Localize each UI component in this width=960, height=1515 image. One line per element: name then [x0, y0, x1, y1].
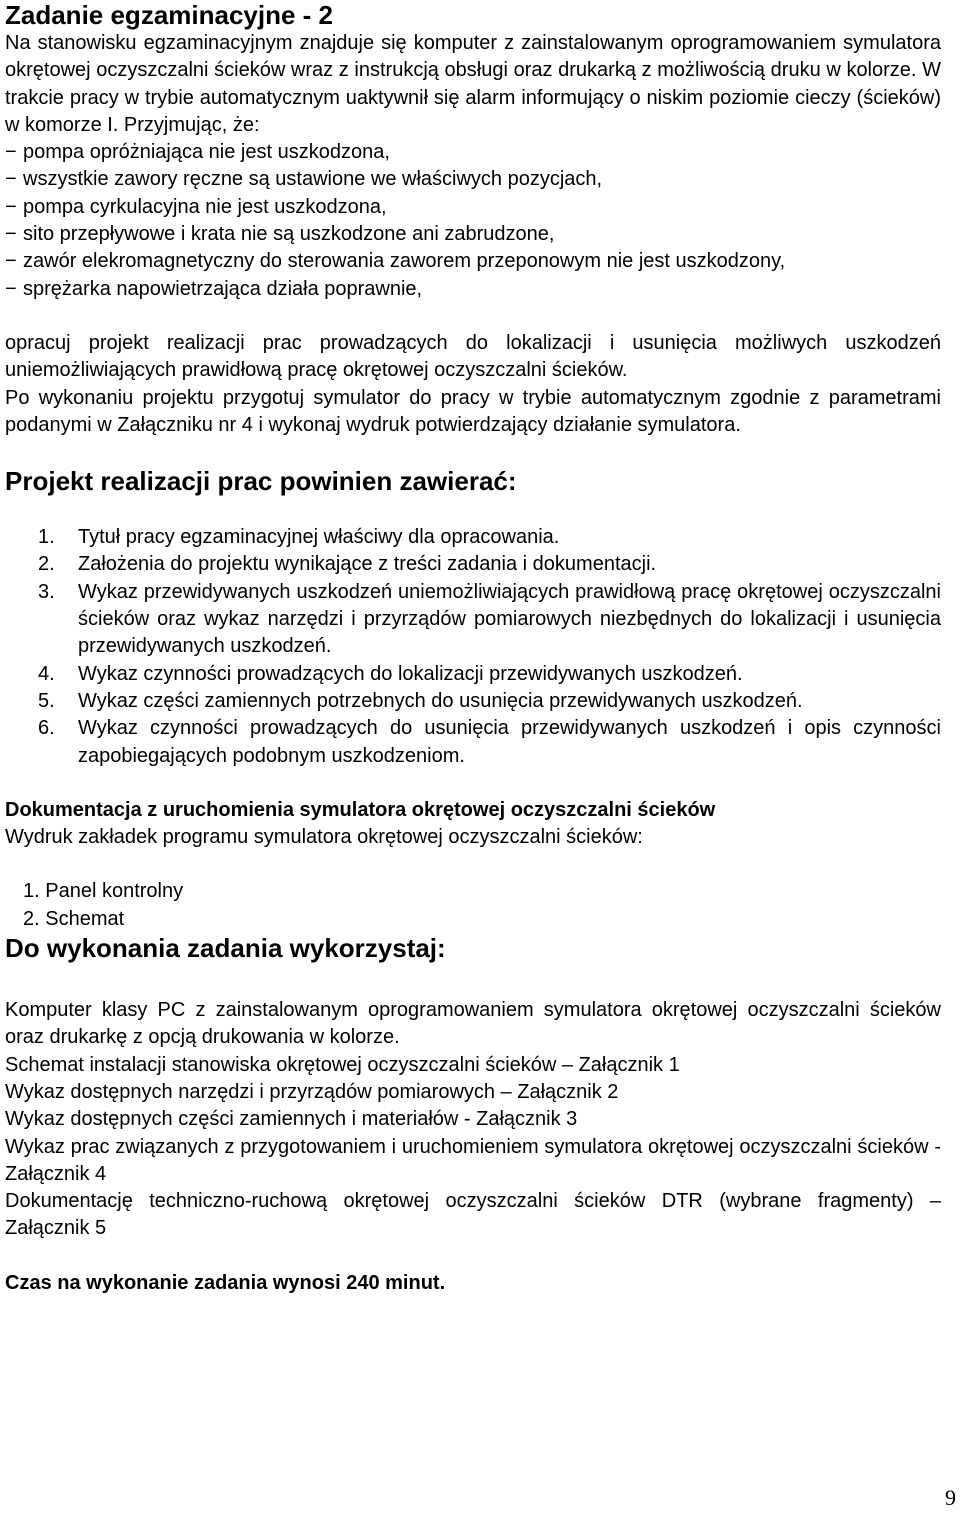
task-paragraph: Po wykonaniu projektu przygotuj symulator do pracy w trybie automatycznym zgodnie z parametrami podanymi w Załączniku nr 4 i wykonaj wydruk potwierdzający działanie symulatora.: [5, 386, 941, 436]
dash-bullet: −: [5, 168, 17, 191]
resources-heading: Do wykonania zadania wykorzystaj:: [5, 933, 446, 964]
documentation-subheading: Wydruk zakładek programu symulatora okrętowej oczyszczalni ścieków:: [5, 826, 643, 849]
document-page: [5, 0, 941, 1297]
resource-item: Wykaz dostępnych części zamiennych i materiałów - Załącznik 3: [5, 1108, 578, 1131]
documentation-heading: Dokumentacja z uruchomienia symulatora okrętowej oczyszczalni ścieków: [5, 798, 716, 821]
project-heading: Projekt realizacji prac powinien zawierać:: [5, 466, 517, 497]
list-item: 3. Wykaz przewidywanych uszkodzeń uniemożliwiających prawidłową pracę okrętowej oczyszczalni ścieków oraz wykaz narzędzi i przyrządów pomiarowych niezbędnych do lokalizacji i usunięcia przewidywanych uszkodzeń.: [38, 580, 941, 658]
task-paragraph: opracuj projekt realizacji prac prowadzących do lokalizacji i usunięcia możliwych uszkodzeń uniemożliwiających prawidłową pracę okrętowej oczyszczalni ścieków.: [5, 331, 941, 382]
list-item: − sprężarka napowietrzająca działa poprawnie,: [5, 276, 941, 303]
list-item: 5. Wykaz części zamiennych potrzebnych do usunięcia przewidywanych uszkodzeń.: [38, 689, 803, 712]
resource-item: Wykaz prac związanych z przygotowaniem i uruchomieniem symulatora okrętowej oczyszczalni ścieków - Załącznik 4: [5, 1135, 941, 1185]
resource-item: Schemat instalacji stanowiska okrętowej oczyszczalni ścieków – Załącznik 1: [5, 1053, 680, 1076]
documentation-list: [5, 878, 941, 933]
dash-bullet: −: [5, 223, 17, 246]
dash-bullet: −: [5, 250, 17, 273]
list-item: 2. Założenia do projektu wynikające z treści zadania i dokumentacji.: [38, 553, 657, 576]
intro-paragraph: Na stanowisku egzaminacyjnym znajduje się komputer z zainstalowanym oprogramowaniem symulatora okrętowej oczyszczalni ścieków wraz z instrukcją obsługi oraz drukarką z możliwością druku w kolorze. W trakcie pracy w trybie automatycznym uaktywnił się alarm informujący o niskim poziomie cieczy (ścieków) w komorze I. Przyjmując, że:: [5, 32, 941, 136]
resource-item: Dokumentację techniczno-ruchową okrętowej oczyszczalni ścieków DTR (wybrane fragmenty) – Załącznik 5: [5, 1190, 941, 1240]
page-number: 9: [945, 1485, 956, 1510]
dash-bullet: −: [5, 277, 17, 300]
list-item: − pompa opróżniająca nie jest uszkodzona,: [5, 139, 941, 166]
assumptions-list: [5, 139, 941, 303]
list-item: 1. Panel kontrolny: [23, 880, 184, 903]
list-item: − sito przepływowe i krata nie są uszkodzone ani zabrudzone,: [5, 221, 941, 248]
list-item: − pompa cyrkulacyjna nie jest uszkodzona,: [5, 194, 941, 221]
dash-bullet: −: [5, 141, 17, 164]
list-item: − wszystkie zawory ręczne są ustawione we właściwych pozycjach,: [5, 166, 941, 193]
list-item: − zawór elekromagnetyczny do sterowania zaworem przeponowym nie jest uszkodzony,: [5, 248, 941, 275]
project-items-list: [5, 524, 941, 770]
list-item: 6. Wykaz czynności prowadzących do usunięcia przewidywanych uszkodzeń i opis czynności zapobiegających podobnym uszkodzeniom.: [38, 717, 941, 767]
list-item: 1. Tytuł pracy egzaminacyjnej właściwy dla opracowania.: [38, 526, 560, 549]
page-title: Zadanie egzaminacyjne - 2: [5, 0, 334, 30]
dash-bullet: −: [5, 195, 17, 218]
resource-item: Komputer klasy PC z zainstalowanym oprogramowaniem symulatora okrętowej oczyszczalni ścieków oraz drukarkę z opcją drukowania w kolorze.: [5, 999, 941, 1049]
resource-item: Wykaz dostępnych narzędzi i przyrządów pomiarowych – Załącznik 2: [5, 1080, 619, 1103]
list-item: 4. Wykaz czynności prowadzących do lokalizacji przewidywanych uszkodzeń.: [38, 662, 743, 685]
time-note: Czas na wykonanie zadania wynosi 240 minut.: [5, 1271, 446, 1294]
list-item: 2. Schemat: [23, 907, 125, 930]
